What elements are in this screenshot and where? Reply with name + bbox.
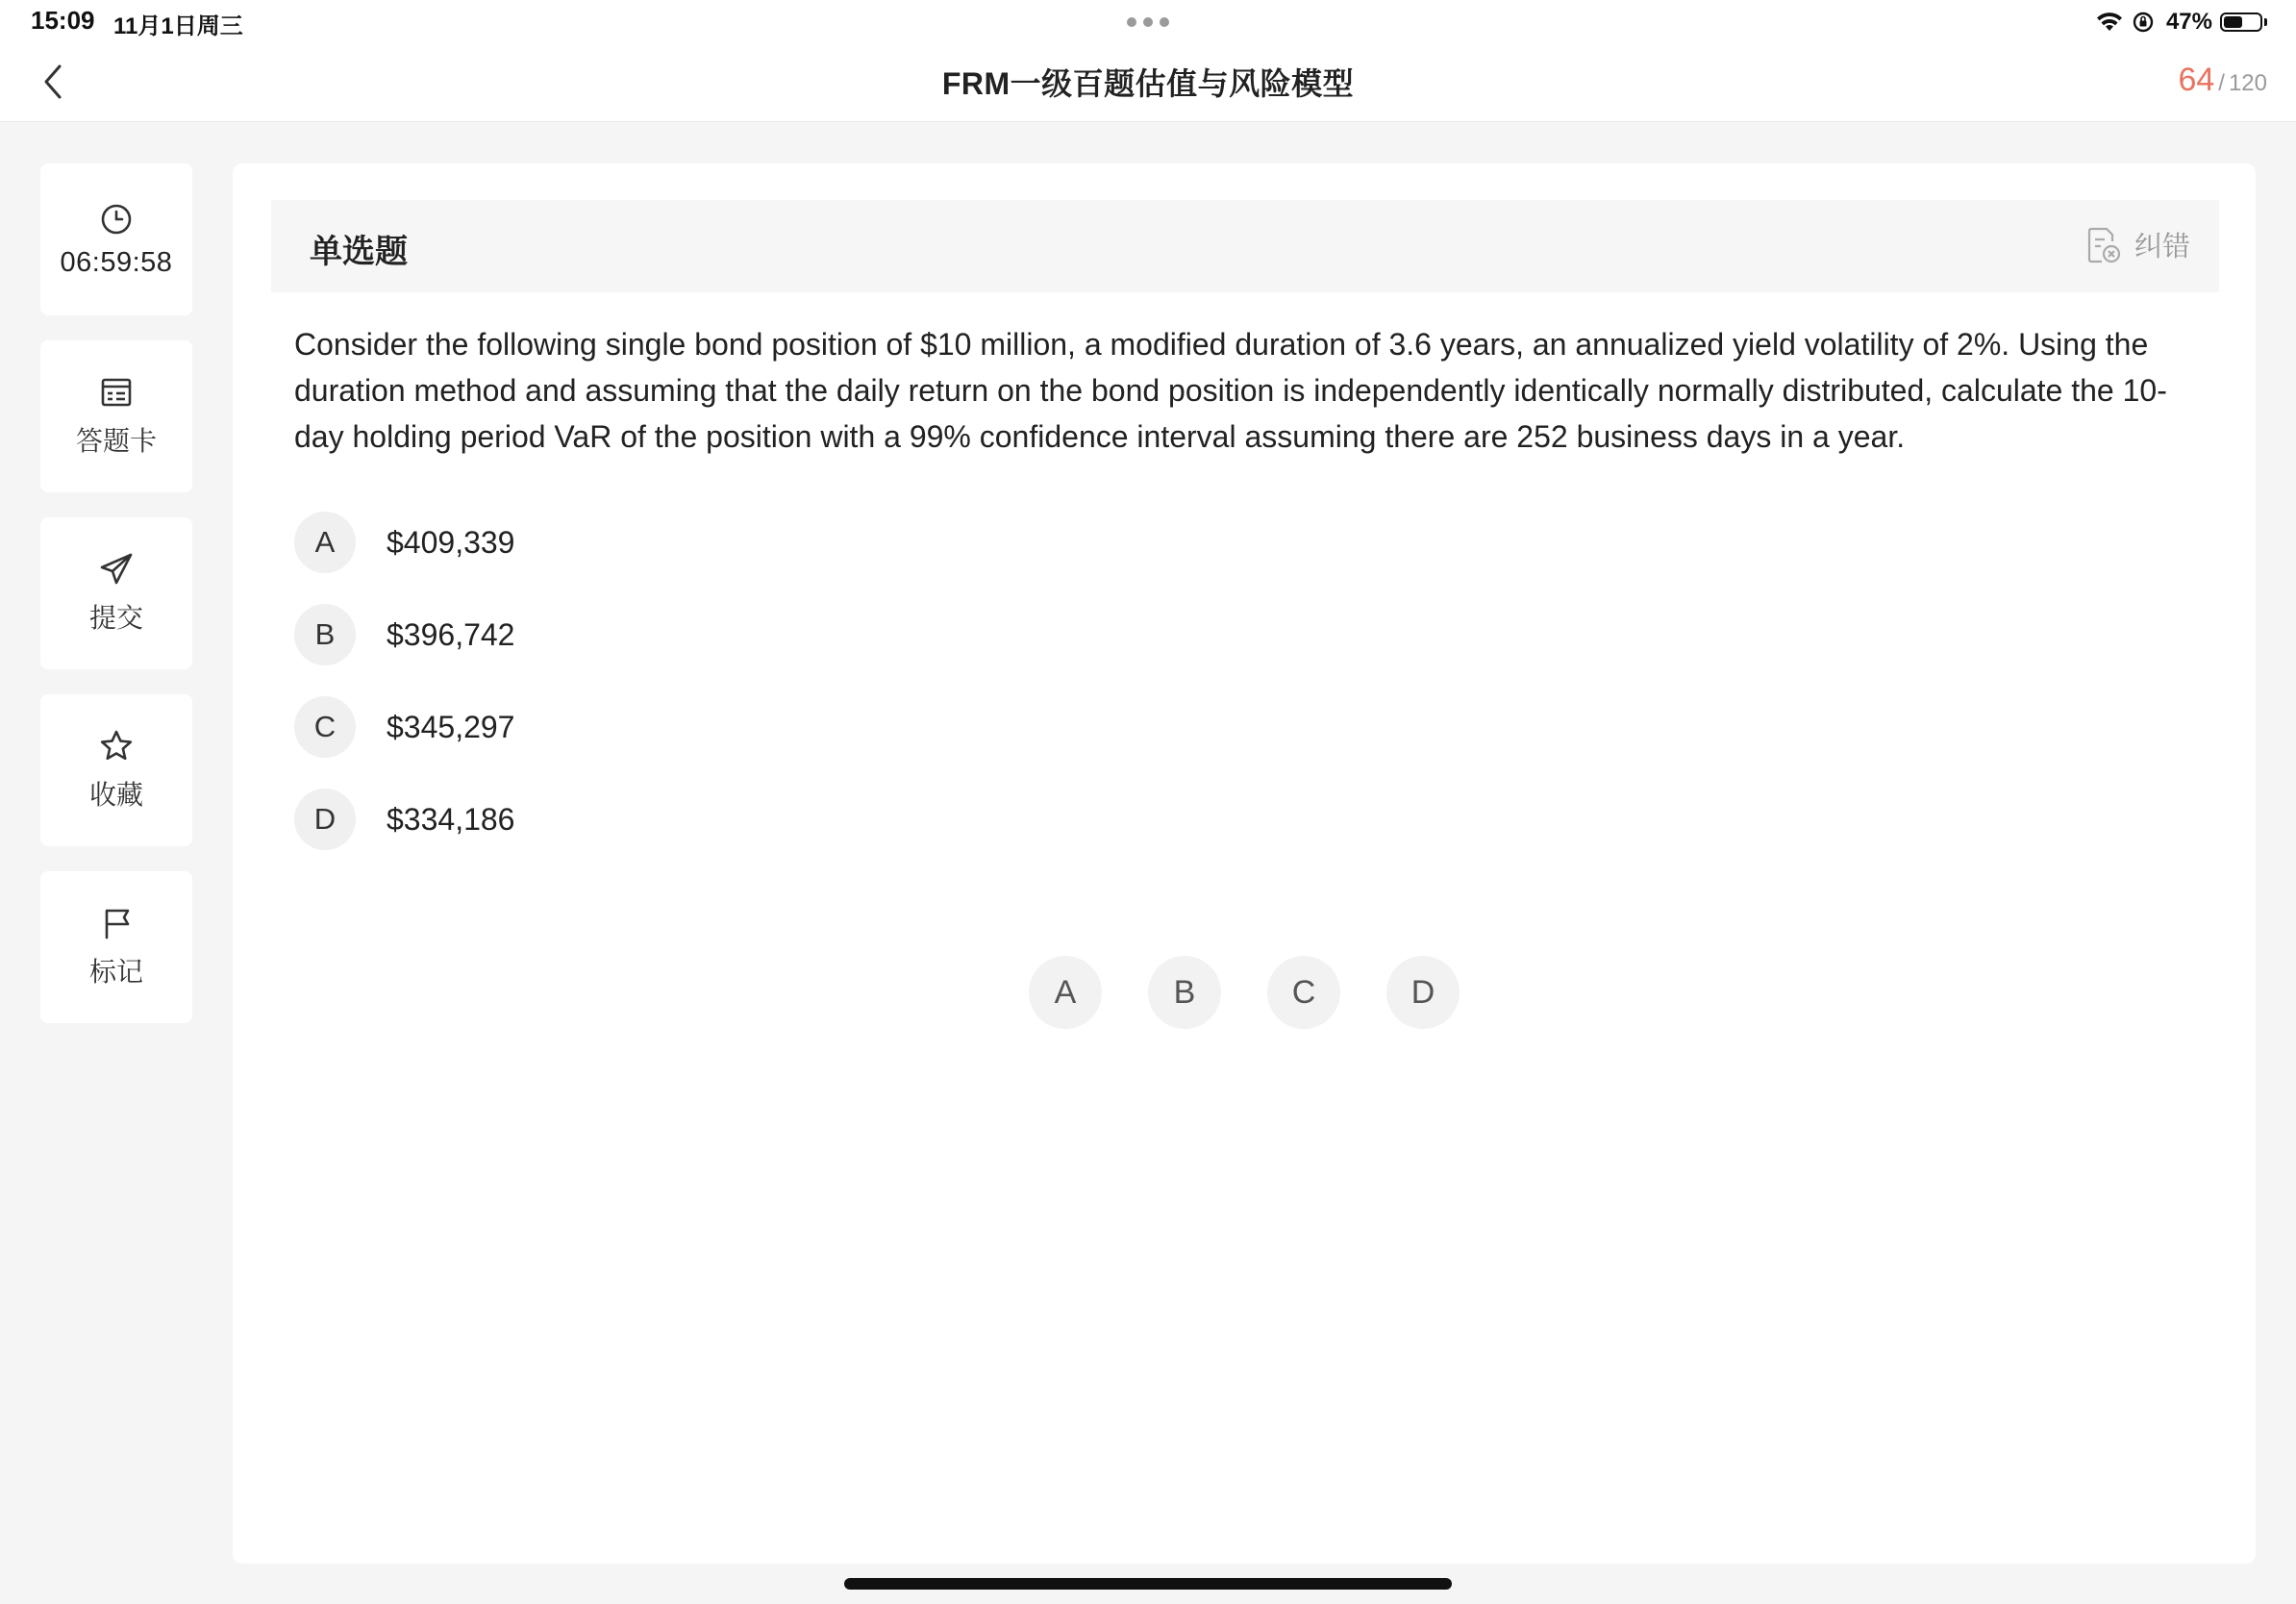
option-c[interactable] [294, 696, 1160, 758]
sidebar-item-answer-sheet[interactable] [40, 340, 192, 492]
progress-current: 64 [2178, 62, 2215, 98]
sidebar-item-favorite[interactable] [40, 694, 192, 846]
elapsed-timer: 06:59:58 [60, 246, 173, 278]
star-icon [98, 728, 135, 764]
sidebar-item-label: 提交 [88, 603, 143, 633]
answer-sheet-icon [98, 374, 135, 411]
question-progress [2178, 62, 2267, 99]
option-letter: B [294, 604, 356, 665]
status-date: 11月1日周三 [113, 13, 243, 39]
flag-icon [98, 905, 135, 941]
option-text: $409,339 [387, 524, 515, 560]
sidebar-item-label: 答题卡 [75, 426, 157, 456]
option-text: $345,297 [387, 709, 515, 744]
battery-percent: 47% [2165, 9, 2212, 35]
progress-total: 120 [2228, 70, 2267, 96]
answer-button-c[interactable]: C [1267, 956, 1340, 1029]
answer-selector [1029, 956, 1460, 1029]
clock-icon [98, 201, 135, 238]
battery-icon [2220, 13, 2262, 32]
option-letter: C [294, 696, 356, 758]
option-a[interactable] [294, 512, 1160, 573]
report-error-label: 纠错 [2134, 232, 2190, 263]
timer-card [40, 163, 192, 315]
answer-button-d[interactable]: D [1386, 956, 1460, 1029]
status-indicators [2095, 6, 2267, 38]
answer-button-b[interactable]: B [1148, 956, 1221, 1029]
question-stem: Consider the following single bond position of $10 million, a modified duration of 3.6 years, an annualized yield volatility of 2%. Using the duration method and assuming that the daily return on the bond position is independently identically normally distributed, calculate the 10-day holding period VaR of the position with a 99% confidence interval assuming there are 252 business days in a year. [294, 327, 2167, 454]
answer-button-a[interactable]: A [1029, 956, 1102, 1029]
sidebar-item-label: 收藏 [88, 780, 143, 810]
progress-separator: / [2218, 70, 2225, 96]
page-title: FRM一级百题估值与风险模型 [941, 66, 1355, 101]
question-type-label: 单选题 [310, 234, 408, 270]
multitasking-dots-icon[interactable] [1127, 17, 1169, 27]
wifi-icon [2095, 11, 2124, 34]
nav-header [0, 44, 2296, 122]
question-type-bar [271, 200, 2219, 292]
orientation-lock-icon [2132, 11, 2155, 34]
paper-plane-icon [98, 551, 135, 588]
report-error-button[interactable] [2086, 225, 2190, 264]
option-d[interactable] [294, 789, 1160, 850]
option-text: $334,186 [387, 801, 515, 837]
sidebar-item-label: 标记 [88, 957, 143, 987]
home-indicator[interactable] [844, 1578, 1452, 1590]
question-card [233, 163, 2256, 1564]
sidebar-item-mark[interactable] [40, 871, 192, 1023]
option-b[interactable] [294, 604, 1160, 665]
option-text: $396,742 [387, 616, 515, 652]
status-bar [0, 0, 2296, 44]
option-letter: A [294, 512, 356, 573]
status-time: 15:09 [31, 6, 95, 35]
report-error-icon [2086, 227, 2121, 263]
sidebar-item-submit[interactable] [40, 517, 192, 669]
option-letter: D [294, 789, 356, 850]
